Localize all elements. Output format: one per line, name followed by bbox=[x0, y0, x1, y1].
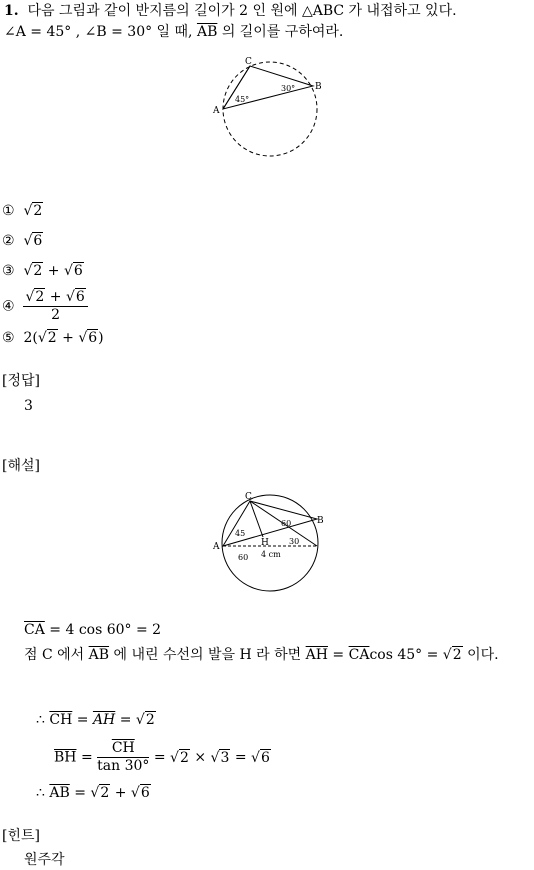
sqrt-6-radicand: 6 bbox=[73, 263, 83, 279]
plus-sign: + bbox=[49, 289, 62, 305]
label-angle-45: 45 bbox=[235, 529, 246, 538]
segment-ab: $\overline{AB}$ bbox=[196, 24, 218, 40]
fraction-ch-tan bbox=[97, 740, 149, 775]
label-b: B bbox=[315, 82, 322, 92]
question-text-1: 다음 그림과 같이 반지름의 길이가 2 인 원에 △ABC 가 내접하고 있다. bbox=[27, 3, 457, 19]
solution-line-2-b: 에 내린 수선의 발을 H 라 하면 bbox=[113, 647, 302, 663]
hint-header: [힌트] bbox=[2, 828, 40, 844]
figure-solution bbox=[205, 488, 335, 600]
segment-ah-italic: $\overline{AH}$ bbox=[92, 712, 116, 728]
circumcircle bbox=[223, 62, 317, 156]
fraction: $\frac{√2 + √6}{2}$ bbox=[23, 289, 87, 324]
solution-line-1-rest: = 4 cos 60° = 2 bbox=[49, 622, 162, 638]
choice-marker-5: ⑤ bbox=[2, 330, 15, 346]
segment-ca: $\overline{CA}$ bbox=[24, 622, 45, 638]
figure-triangle-in-circle bbox=[205, 52, 335, 164]
label-c2: C bbox=[245, 492, 252, 502]
c5-sqrt-6: 6 bbox=[88, 330, 98, 346]
plus-sign: + bbox=[114, 785, 127, 801]
eq2-sqrt-2: 2 bbox=[179, 749, 189, 766]
equals: = bbox=[80, 749, 93, 766]
segment-bh: $\overline{BH}$ bbox=[54, 749, 77, 766]
segment-ab-3: $\overline{AB}$ bbox=[49, 785, 70, 801]
choice-marker-3: ③ bbox=[2, 263, 15, 279]
question-text-2-suffix: 의 길이를 구하여라. bbox=[221, 24, 344, 40]
label-angle-60a: 60 bbox=[281, 519, 292, 528]
choice-3[interactable]: ③ √2 + √6 bbox=[2, 263, 83, 279]
question-line-2 bbox=[4, 22, 343, 42]
choice-2[interactable] bbox=[2, 231, 43, 251]
segment-ch: $\overline{CH}$ bbox=[49, 712, 73, 728]
sqrt-2: √2 bbox=[23, 203, 43, 219]
segment-ab-2: $\overline{AB}$ bbox=[88, 647, 110, 663]
equals: = bbox=[153, 749, 166, 766]
solution-header: [해설] bbox=[2, 458, 40, 474]
therefore-1: ∴ bbox=[36, 712, 45, 728]
times-sign: × bbox=[194, 749, 207, 766]
therefore-2: ∴ bbox=[36, 785, 45, 801]
solution-line-2: 점 C 에서 $\overline{AB}$ 에 내린 수선의 발을 H 라 하면 $\overline{AH} = \overline{CA}\cos$ 45° = √2 이다. bbox=[24, 647, 499, 663]
num-sqrt-6: 6 bbox=[75, 289, 85, 305]
equals: = bbox=[234, 749, 247, 766]
denominator: 2 bbox=[51, 307, 61, 323]
plus-sign: + bbox=[47, 263, 60, 279]
equation-1: ∴ $\overline{CH} = \overline{AH} = √2$ bbox=[36, 712, 155, 728]
solution-line-2-a: 점 C 에서 bbox=[24, 647, 85, 663]
segment-ca-2: $\overline{CA}$ bbox=[348, 647, 370, 663]
eq3-sqrt-2: 2 bbox=[100, 785, 110, 801]
label-angle-a: 45° bbox=[235, 95, 250, 104]
hint-value: 원주각 bbox=[24, 852, 65, 868]
question-line-1 bbox=[4, 1, 457, 21]
tan-30: tan 30° bbox=[97, 758, 150, 774]
label-angle-30: 30 bbox=[289, 537, 300, 546]
label-a: A bbox=[213, 106, 220, 116]
solution-line-1 bbox=[24, 620, 161, 640]
choice-5-suffix: ) bbox=[98, 330, 104, 346]
eq2-sqrt-6: 6 bbox=[260, 749, 270, 766]
label-h: H bbox=[261, 538, 269, 548]
equation-2: $\overline{BH}$ = $\frac{\overline{CH}}{\tan 30^\circ}$ = √2 × √3 = √6 bbox=[54, 740, 270, 774]
segment-ch-2: $\overline{CH}$ bbox=[111, 740, 135, 756]
question-text-2-prefix: ∠A = 45° , ∠B = 30° 일 때, bbox=[4, 24, 193, 40]
equals: = bbox=[74, 785, 86, 801]
sqrt-2-radicand: 2 bbox=[33, 263, 43, 279]
equals: = bbox=[119, 712, 132, 728]
equation-3: ∴ $\overline{AB} = √2 + √6$ bbox=[36, 785, 150, 801]
choice-1[interactable] bbox=[2, 201, 43, 221]
label-c: C bbox=[245, 57, 252, 67]
num-sqrt-2: 2 bbox=[35, 289, 45, 305]
choice-5[interactable]: ⑤ 2(√2 + √6) bbox=[2, 330, 104, 346]
label-angle-60b: 60 bbox=[238, 553, 249, 562]
choice-4[interactable] bbox=[2, 289, 88, 324]
segment-ah: $\overline{AH}$ bbox=[305, 647, 328, 663]
solution-line-2-end: 이다. bbox=[467, 647, 499, 663]
choice-marker-2: ② bbox=[2, 233, 15, 249]
label-a2: A bbox=[213, 542, 220, 552]
plus-sign: + bbox=[62, 330, 74, 346]
equals: = bbox=[76, 712, 89, 728]
answer-header: [정답] bbox=[2, 373, 40, 389]
label-b2: B bbox=[317, 516, 324, 526]
choice-marker-1: ① bbox=[2, 203, 15, 219]
label-length: 4 cm bbox=[261, 550, 281, 559]
choice-5-prefix: 2( bbox=[23, 330, 38, 346]
label-angle-b: 30° bbox=[281, 84, 296, 93]
solution-cos: cos 45° = bbox=[369, 647, 439, 663]
circumcircle-2 bbox=[222, 495, 318, 591]
altitude-ch bbox=[250, 501, 263, 537]
sqrt-6: √6 bbox=[23, 233, 43, 249]
line2-sqrt-2: 2 bbox=[452, 647, 462, 663]
answer-value: 3 bbox=[24, 398, 33, 414]
choice-marker-4: ④ bbox=[2, 298, 15, 315]
eq2-sqrt-3: 3 bbox=[220, 749, 230, 766]
eq3-sqrt-6: 6 bbox=[140, 785, 150, 801]
c5-sqrt-2: 2 bbox=[47, 330, 57, 346]
question-number: 1. bbox=[4, 3, 19, 19]
eq1-sqrt-2: 2 bbox=[145, 712, 155, 728]
equals: = bbox=[332, 647, 345, 663]
